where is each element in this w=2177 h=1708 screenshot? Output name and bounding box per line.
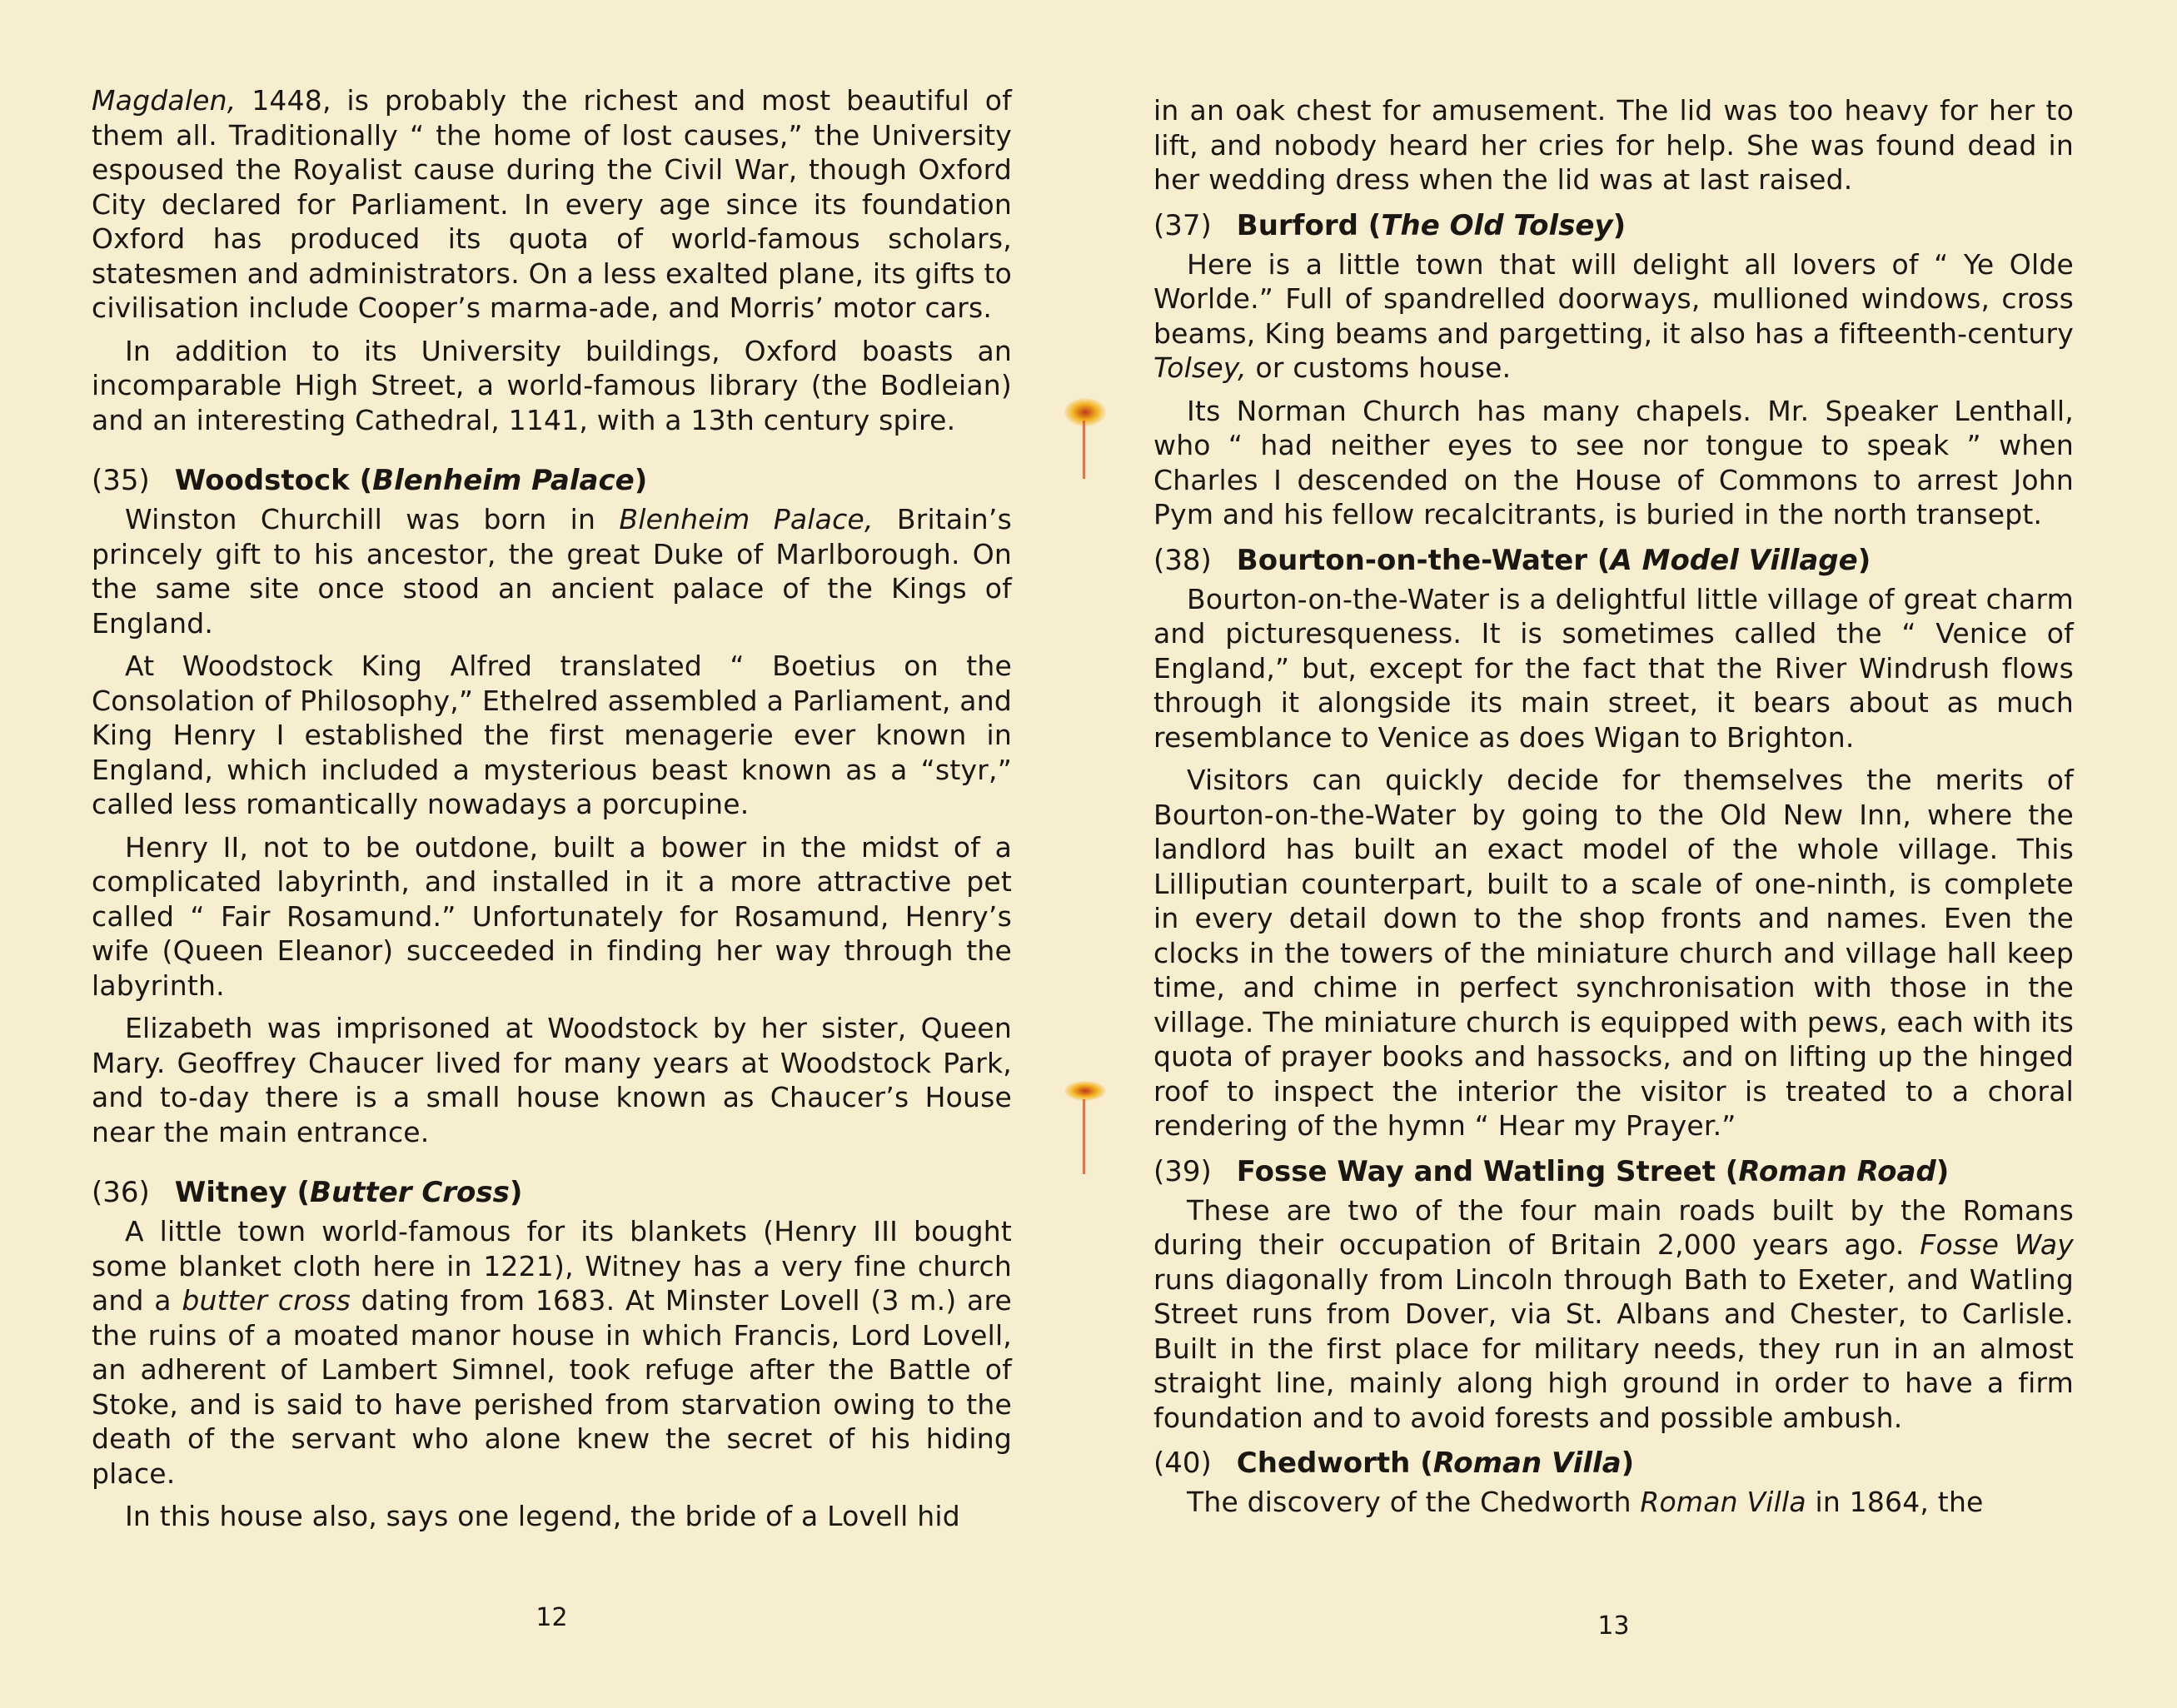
section-35-paragraph <box>92 649 1012 822</box>
section-title: Bourton-on-the-Water <box>1236 543 1588 577</box>
section-title: Fosse Way and Watling Street <box>1236 1154 1716 1188</box>
page-number: 13 <box>1597 1611 1630 1641</box>
page-number: 12 <box>536 1603 568 1632</box>
section-36-paragraph <box>92 1499 1012 1534</box>
paragraph-text: in an oak chest for amusement. The lid was too heavy for her to lift, and nobody heard her cries for help. She was found dead in her wedding dress when the lid was at last raised. <box>1153 94 2074 196</box>
section-heading-39: (39) Fosse Way and Watling Street (Roman Road) <box>1153 1154 1950 1188</box>
paragraph-text: At Woodstock King Alfred translated “ Boetius on the Consolation of Philosophy,” Ethelred assembled a Parliament, and King Henry I established the first menagerie ever known in England, which included a mysterious beast known as a “styr,” called less romantically nowadays a porcupine. <box>92 650 1012 820</box>
paragraph-text: runs diagonally from Lincoln through Bath to Exeter, and Watling Street runs from Dover, via St. Albans and Chester, to Carlisle. Built in the first place for military needs, they run in an almost straight line, mainly along high ground in order to have a firm foundation and to avoid forests and possible ambush. <box>1153 1262 2074 1434</box>
paragraph-text: or customs house. <box>1246 351 1512 384</box>
intro-paragraph-oxford <box>92 334 1012 438</box>
right-page <box>1153 0 2074 1708</box>
italic-text: Blenheim Palace, <box>619 503 874 535</box>
staple-rust-mark <box>1064 398 1106 426</box>
section-number: (40) <box>1153 1447 1212 1480</box>
italic-text: Roman Villa <box>1640 1486 1806 1518</box>
left-page <box>92 0 1012 1708</box>
binding-thread <box>1083 421 1085 479</box>
paragraph-text: Its Norman Church has many chapels. Mr. Speaker Lenthall, who “ had neither eyes to see nor tongue to speak ” when Charles I descended on the House of Commons to arrest John Pym and his fellow recalcitrants, is buried in the north transept. <box>1153 394 2074 530</box>
section-number: (36) <box>92 1176 150 1209</box>
paragraph-text: Britain’s princely gift to his ancestor, the great Duke of Marlborough. On the same site once stood an ancient palace of the Kings of England. <box>92 503 1013 640</box>
italic-text: Fosse Way <box>1920 1228 2074 1261</box>
section-subtitle: A Model Village <box>1610 543 1858 577</box>
section-number: (37) <box>1153 208 1212 242</box>
section-40-paragraph <box>1153 1485 2074 1520</box>
section-subtitle: Roman Villa <box>1432 1447 1622 1480</box>
section-heading-38: (38) Bourton-on-the-Water (A Model Village) <box>1153 543 1871 577</box>
section-38-paragraph <box>1153 763 2074 1143</box>
continuation-paragraph <box>1153 93 2074 197</box>
section-title: Witney <box>174 1176 287 1209</box>
paragraph-text: The discovery of the Chedworth <box>1187 1486 1641 1518</box>
section-title: Burford <box>1236 208 1358 242</box>
section-36-paragraph <box>92 1214 1012 1491</box>
section-37-paragraph <box>1153 247 2074 386</box>
paragraph-text: Elizabeth was imprisoned at Woodstock by her sister, Queen Mary. Geoffrey Chaucer lived for many years at Woodstock Park, and to-day there is a small house known as Chaucer’s House near the main entrance. <box>92 1012 1012 1148</box>
paragraph-text: These are two of the four main roads built by the Romans during their occupation of Britain 2,000 years ago. <box>1153 1193 2074 1261</box>
section-subtitle: The Old Tolsey <box>1381 208 1613 242</box>
paragraph-text: Henry II, not to be outdone, built a bower in the midst of a complicated labyrinth, and installed in it a more attractive pet called “ Fair Rosamund.” Unfortunately for Rosamund, Henry’s wife (Queen Eleanor) succeeded in finding her way through the labyrinth. <box>92 830 1012 1002</box>
section-35-paragraph <box>92 830 1012 1003</box>
section-number: (35) <box>92 464 150 497</box>
section-35-paragraph <box>92 1011 1012 1149</box>
section-number: (39) <box>1153 1154 1212 1188</box>
binding-thread <box>1083 1099 1085 1174</box>
paragraph-text: Bourton-on-the-Water is a delightful little village of great charm and picturesqueness. It is sometimes called the “ Venice of England,” but, except for the fact that the River Windrush flows through it alongside its main street, it bears about as much resemblance to Venice as does Wigan to Brighton. <box>1153 582 2074 754</box>
section-heading-37: (37) Burford (The Old Tolsey) <box>1153 208 1627 242</box>
paragraph-text: A little town world-famous for its blankets (Henry III bought some blanket cloth here in 1221), Witney has a very fine church and a <box>92 1215 1012 1317</box>
paragraph-text: dating from 1683. At Minster Lovell (3 m.) are the ruins of a moated manor house in which Francis, Lord Lovell, an adherent of Lambert Simnel, took refuge after the Battle of Stoke, and is said to have perished from starvation owing to the death of the servant who alone knew the secret of his hiding place. <box>92 1284 1012 1490</box>
section-heading-35: (35) Woodstock (Blenheim Palace) <box>92 464 648 497</box>
paragraph-text: Visitors can quickly decide for themselves the merits of Bourton-on-the-Water by going to the Old New Inn, where the landlord has built an exact model of the whole village. This Lilliputian counterpart, built to a scale of one-ninth, is complete in every detail down to the shop fronts and names. Even the clocks in the towers of the miniature church and village hall keep time, and chime in perfect synchronisation with those in the village. The miniature church is equipped with pews, each with its quota of prayer books and hassocks, and on lifting up the hinged roof to inspect the interior the visitor is treated to a choral rendering of the hymn “ Hear my Prayer.” <box>1153 764 2074 1142</box>
section-heading-40: (40) Chedworth (Roman Villa) <box>1153 1447 1635 1480</box>
section-subtitle: Blenheim Palace <box>372 464 635 497</box>
section-title: Woodstock <box>174 464 350 497</box>
section-subtitle: Roman Road <box>1738 1154 1936 1188</box>
right-page-column <box>1153 93 2074 1528</box>
italic-text: Magdalen, <box>92 84 237 117</box>
section-37-paragraph <box>1153 394 2074 532</box>
paragraph-text: 1448, is probably the richest and most beautiful of them all. Traditionally “ the home of lost causes,” the University espoused the Royalist cause during the Civil War, though Oxford City declared for Parliament. In every age since its foundation Oxford has produced its quota of world-famous scholars, statesmen and administrators. On a less exalted plane, its gifts to civilisation include Cooper’s marma-ade, and Morris’ motor cars. <box>92 84 1012 324</box>
paragraph-text: In addition to its University buildings, Oxford boasts an incomparable High Street, a world-famous library (the Bodleian) and an interesting Cathedral, 1141, with a 13th century spire. <box>92 334 1012 436</box>
section-heading-36: (36) Witney (Butter Cross) <box>92 1176 523 1209</box>
section-number: (38) <box>1153 543 1212 577</box>
paragraph-text: In this house also, says one legend, the bride of a Lovell hid <box>125 1500 960 1532</box>
left-page-column <box>92 83 1012 1542</box>
italic-text: Tolsey, <box>1153 351 1247 384</box>
section-38-paragraph <box>1153 582 2074 755</box>
italic-text: butter cross <box>182 1284 351 1317</box>
section-35-paragraph <box>92 502 1012 640</box>
staple-rust-mark <box>1064 1081 1106 1101</box>
paragraph-text: Here is a little town that will delight all lovers of “ Ye Olde Worlde.” Full of spandrelled doorways, mullioned windows, cross beams, King beams and pargetting, it also has a fifteenth-century <box>1153 247 2074 350</box>
section-39-paragraph <box>1153 1193 2074 1436</box>
paragraph-text: Winston Churchill was born in <box>125 503 620 535</box>
section-subtitle: Butter Cross <box>310 1176 510 1209</box>
section-title: Chedworth <box>1236 1447 1411 1480</box>
intro-paragraph-magdalen <box>92 83 1012 326</box>
paragraph-text: in 1864, the <box>1806 1486 1984 1518</box>
